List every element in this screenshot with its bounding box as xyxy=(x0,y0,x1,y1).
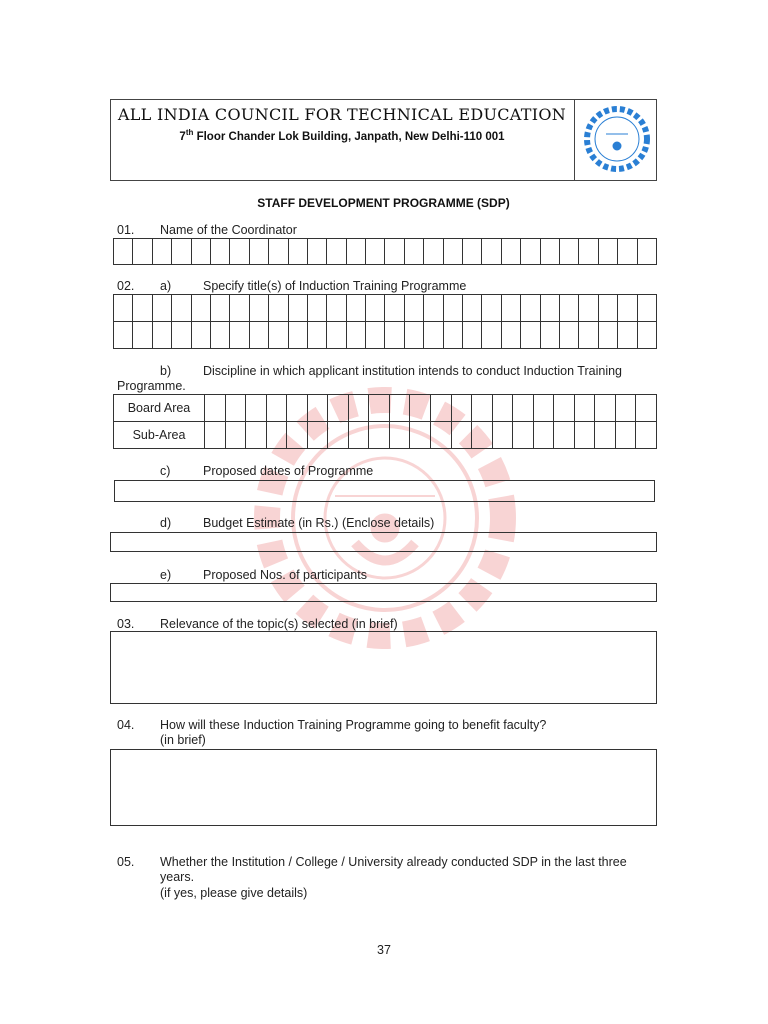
char-box[interactable] xyxy=(349,422,370,448)
char-box[interactable] xyxy=(327,295,346,321)
proposed-dates-field[interactable] xyxy=(114,480,655,502)
char-box[interactable] xyxy=(308,422,329,448)
char-box[interactable] xyxy=(347,295,366,321)
char-box[interactable] xyxy=(502,295,521,321)
char-box[interactable] xyxy=(463,322,482,348)
char-box[interactable] xyxy=(636,422,656,448)
char-box[interactable] xyxy=(599,239,618,264)
char-box[interactable] xyxy=(327,322,346,348)
q05-label-cont2: (if yes, please give details) xyxy=(160,886,308,900)
char-box[interactable] xyxy=(205,422,226,448)
board-area-label: Board Area xyxy=(114,395,205,421)
q02c-label: Proposed dates of Programme xyxy=(203,464,374,478)
q02e-letter: e) xyxy=(160,568,172,582)
char-box[interactable] xyxy=(424,322,443,348)
char-box[interactable] xyxy=(579,239,598,264)
char-box[interactable] xyxy=(599,322,618,348)
char-box[interactable] xyxy=(153,322,172,348)
q01-number: 01. xyxy=(117,223,135,237)
char-box[interactable] xyxy=(521,239,540,264)
char-box[interactable] xyxy=(554,395,575,421)
char-box[interactable] xyxy=(267,395,288,421)
char-box[interactable] xyxy=(595,395,616,421)
char-box[interactable] xyxy=(560,322,579,348)
discipline-grid[interactable] xyxy=(113,394,657,449)
char-box[interactable] xyxy=(493,422,514,448)
char-box[interactable] xyxy=(366,239,385,264)
sub-area-label: Sub-Area xyxy=(114,422,205,448)
char-box[interactable] xyxy=(269,322,288,348)
char-box[interactable] xyxy=(579,322,598,348)
char-box[interactable] xyxy=(618,295,637,321)
char-box[interactable] xyxy=(366,322,385,348)
char-box[interactable] xyxy=(211,239,230,264)
char-box[interactable] xyxy=(599,295,618,321)
char-box[interactable] xyxy=(269,295,288,321)
header-divider xyxy=(574,99,575,181)
char-box[interactable] xyxy=(575,422,596,448)
char-box[interactable] xyxy=(502,322,521,348)
char-box[interactable] xyxy=(452,395,473,421)
q02d-label: Budget Estimate (in Rs.) (Enclose details) xyxy=(203,516,435,530)
q02b-label-cont: Programme. xyxy=(117,379,186,393)
char-box[interactable] xyxy=(405,239,424,264)
char-box[interactable] xyxy=(431,422,452,448)
char-box[interactable] xyxy=(153,295,172,321)
char-box[interactable] xyxy=(405,295,424,321)
char-box[interactable] xyxy=(390,422,411,448)
char-box[interactable] xyxy=(287,395,308,421)
char-box[interactable] xyxy=(472,422,493,448)
char-box[interactable] xyxy=(636,395,656,421)
char-box[interactable] xyxy=(269,239,288,264)
char-box[interactable] xyxy=(308,295,327,321)
char-box[interactable] xyxy=(534,422,555,448)
char-box[interactable] xyxy=(347,239,366,264)
char-box[interactable] xyxy=(289,239,308,264)
q02-number: 02. xyxy=(117,279,135,293)
q01-label: Name of the Coordinator xyxy=(160,223,297,237)
char-box[interactable] xyxy=(390,395,411,421)
q04-label-cont: (in brief) xyxy=(160,733,206,747)
char-box[interactable] xyxy=(153,239,172,264)
char-box[interactable] xyxy=(226,395,247,421)
q04-label: How will these Induction Training Programme going to benefit faculty? xyxy=(160,718,547,732)
char-box[interactable] xyxy=(327,239,346,264)
char-box[interactable] xyxy=(405,322,424,348)
q02d-letter: d) xyxy=(160,516,172,530)
char-box[interactable] xyxy=(172,239,191,264)
char-box[interactable] xyxy=(521,322,540,348)
char-box[interactable] xyxy=(133,322,152,348)
char-box[interactable] xyxy=(534,395,555,421)
char-box[interactable] xyxy=(502,239,521,264)
char-box[interactable] xyxy=(638,295,656,321)
char-box[interactable] xyxy=(114,322,133,348)
char-box[interactable] xyxy=(482,239,501,264)
char-box[interactable] xyxy=(452,422,473,448)
char-box[interactable] xyxy=(328,395,349,421)
char-box[interactable] xyxy=(385,239,404,264)
q02c-letter: c) xyxy=(160,464,171,478)
char-box[interactable] xyxy=(366,295,385,321)
budget-estimate-field[interactable] xyxy=(110,532,657,552)
q02e-label: Proposed Nos. of participants xyxy=(203,568,367,582)
char-box[interactable] xyxy=(250,239,269,264)
char-box[interactable] xyxy=(349,395,370,421)
char-box[interactable] xyxy=(308,395,329,421)
grid-row xyxy=(114,295,656,322)
char-box[interactable] xyxy=(287,422,308,448)
char-box[interactable] xyxy=(369,395,390,421)
grid-row xyxy=(114,239,656,264)
char-box[interactable] xyxy=(267,422,288,448)
char-box[interactable] xyxy=(444,239,463,264)
char-box[interactable] xyxy=(230,322,249,348)
char-box[interactable] xyxy=(230,239,249,264)
char-box[interactable] xyxy=(192,295,211,321)
q05-label-cont: years. xyxy=(160,870,195,884)
char-box[interactable] xyxy=(521,295,540,321)
char-box[interactable] xyxy=(424,239,443,264)
q02a-label: Specify title(s) of Induction Training Programme xyxy=(203,279,467,293)
char-box[interactable] xyxy=(541,239,560,264)
grid-row xyxy=(114,322,656,348)
char-box[interactable] xyxy=(230,295,249,321)
char-box[interactable] xyxy=(513,395,534,421)
relevance-textarea[interactable] xyxy=(110,631,657,704)
char-box[interactable] xyxy=(347,322,366,348)
char-box[interactable] xyxy=(114,239,133,264)
char-box[interactable] xyxy=(133,239,152,264)
char-box[interactable] xyxy=(444,295,463,321)
char-box[interactable] xyxy=(513,422,534,448)
char-box[interactable] xyxy=(595,422,616,448)
char-box[interactable] xyxy=(579,295,598,321)
grid-row xyxy=(114,395,656,422)
char-box[interactable] xyxy=(172,295,191,321)
char-box[interactable] xyxy=(289,322,308,348)
char-box[interactable] xyxy=(328,422,349,448)
char-box[interactable] xyxy=(246,395,267,421)
form-title: STAFF DEVELOPMENT PROGRAMME (SDP) xyxy=(257,196,510,210)
char-box[interactable] xyxy=(205,395,226,421)
char-box[interactable] xyxy=(289,295,308,321)
char-box[interactable] xyxy=(616,395,637,421)
char-box[interactable] xyxy=(493,395,514,421)
q05-label: Whether the Institution / College / University already conducted SDP in the last three xyxy=(160,855,627,869)
training-title-grid[interactable] xyxy=(113,294,657,349)
char-box[interactable] xyxy=(463,239,482,264)
char-box[interactable] xyxy=(246,422,267,448)
char-box[interactable] xyxy=(192,239,211,264)
char-box[interactable] xyxy=(575,395,596,421)
char-box[interactable] xyxy=(618,322,637,348)
participants-field[interactable] xyxy=(110,583,657,602)
char-box[interactable] xyxy=(385,295,404,321)
char-box[interactable] xyxy=(250,322,269,348)
char-box[interactable] xyxy=(482,295,501,321)
q03-number: 03. xyxy=(117,617,135,631)
organization-address: 7th Floor Chander Lok Building, Janpath, New Delhi-110 001 xyxy=(179,128,505,143)
char-box[interactable] xyxy=(618,239,637,264)
char-box[interactable] xyxy=(385,322,404,348)
char-box[interactable] xyxy=(444,322,463,348)
char-box[interactable] xyxy=(554,422,575,448)
char-box[interactable] xyxy=(482,322,501,348)
char-box[interactable] xyxy=(250,295,269,321)
char-box[interactable] xyxy=(308,322,327,348)
coordinator-name-grid[interactable] xyxy=(113,238,657,265)
organization-title: ALL INDIA COUNCIL FOR TECHNICAL EDUCATION xyxy=(117,105,567,124)
char-box[interactable] xyxy=(638,239,656,264)
char-box[interactable] xyxy=(560,295,579,321)
q02b-letter: b) xyxy=(160,364,172,378)
char-box[interactable] xyxy=(463,295,482,321)
char-box[interactable] xyxy=(192,322,211,348)
q02a-letter: a) xyxy=(160,279,172,293)
q03-label: Relevance of the topic(s) selected (in brief) xyxy=(160,617,398,631)
q02b-label: Discipline in which applicant institution intends to conduct Induction Training xyxy=(203,364,622,378)
char-box[interactable] xyxy=(472,395,493,421)
char-box[interactable] xyxy=(211,295,230,321)
char-box[interactable] xyxy=(369,422,390,448)
char-box[interactable] xyxy=(133,295,152,321)
grid-row xyxy=(114,422,656,448)
char-box[interactable] xyxy=(560,239,579,264)
char-box[interactable] xyxy=(424,295,443,321)
char-box[interactable] xyxy=(308,239,327,264)
char-box[interactable] xyxy=(410,395,431,421)
char-box[interactable] xyxy=(541,322,560,348)
char-box[interactable] xyxy=(114,295,133,321)
char-box[interactable] xyxy=(431,395,452,421)
benefit-textarea[interactable] xyxy=(110,749,657,826)
q05-number: 05. xyxy=(117,855,135,869)
char-box[interactable] xyxy=(410,422,431,448)
char-box[interactable] xyxy=(638,322,656,348)
aicte-logo xyxy=(580,100,654,178)
char-box[interactable] xyxy=(616,422,637,448)
char-box[interactable] xyxy=(172,322,191,348)
page-number: 37 xyxy=(377,943,391,957)
char-box[interactable] xyxy=(211,322,230,348)
char-box[interactable] xyxy=(541,295,560,321)
char-box[interactable] xyxy=(226,422,247,448)
q04-number: 04. xyxy=(117,718,135,732)
